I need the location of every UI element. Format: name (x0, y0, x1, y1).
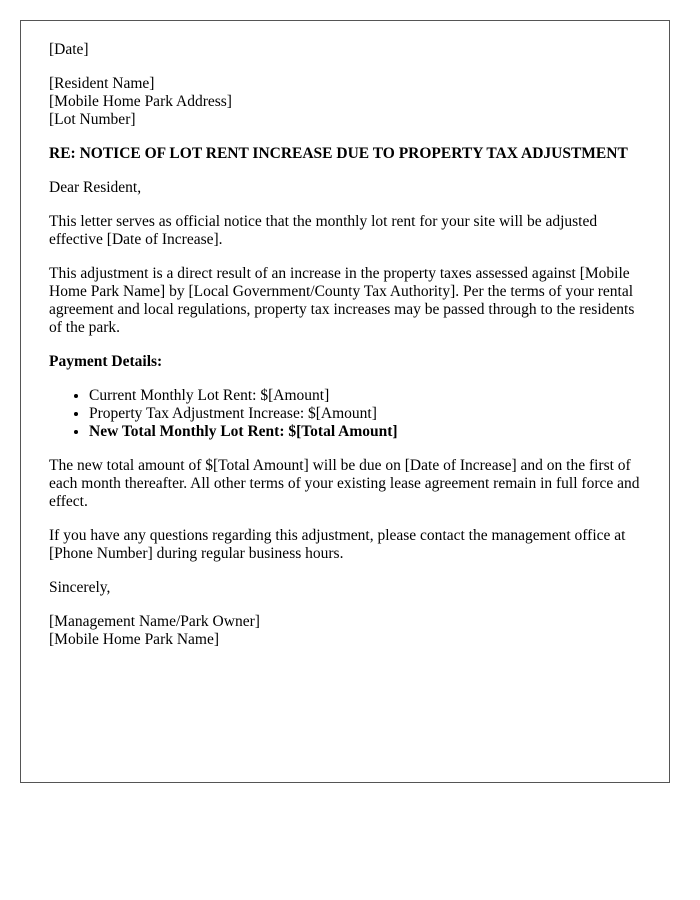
payment-item-new-total: • New Total Monthly Lot Rent: $[Total Amount] (89, 423, 649, 441)
recipient-block (49, 75, 649, 129)
body-paragraph: This letter serves as official notice that the monthly lot rent for your site will be adjusted effective [Date of Increase]. (49, 213, 598, 248)
payment-details-heading: Payment Details: (49, 353, 163, 370)
payment-details-list (49, 387, 649, 441)
payment-item-current-rent: • Current Monthly Lot Rent: $[Amount] (89, 387, 649, 405)
recipient-lot: [Lot Number] (49, 111, 136, 128)
signoff: Sincerely, (49, 579, 111, 596)
salutation: Dear Resident, (49, 179, 142, 196)
body-paragraph: This adjustment is a direct result of an increase in the property taxes assessed against [Mobile Home Park Name] by [Local Government/County Tax Authority]. Per the terms of your rental agreement and local regulations, property tax increases may be passed through to the residents of the park. (49, 265, 635, 336)
letter-date: [Date] (49, 41, 89, 58)
letter-page (20, 20, 670, 783)
recipient-name: [Resident Name] (49, 75, 155, 92)
recipient-address: [Mobile Home Park Address] (49, 93, 232, 110)
closing-paragraph: If you have any questions regarding this adjustment, please contact the management office at [Phone Number] during regular business hours. (49, 527, 626, 562)
signature-name: [Management Name/Park Owner] (49, 613, 260, 630)
closing-paragraph: The new total amount of $[Total Amount] will be due on [Date of Increase] and on the first of each month thereafter. All other terms of your existing lease agreement remain in full force and effect. (49, 457, 640, 510)
signature-park: [Mobile Home Park Name] (49, 631, 220, 648)
payment-item-tax-increase: • Property Tax Adjustment Increase: $[Amount] (89, 405, 649, 423)
signature-block (49, 613, 649, 649)
letter-subject: RE: NOTICE OF LOT RENT INCREASE DUE TO PROPERTY TAX ADJUSTMENT (49, 145, 628, 162)
